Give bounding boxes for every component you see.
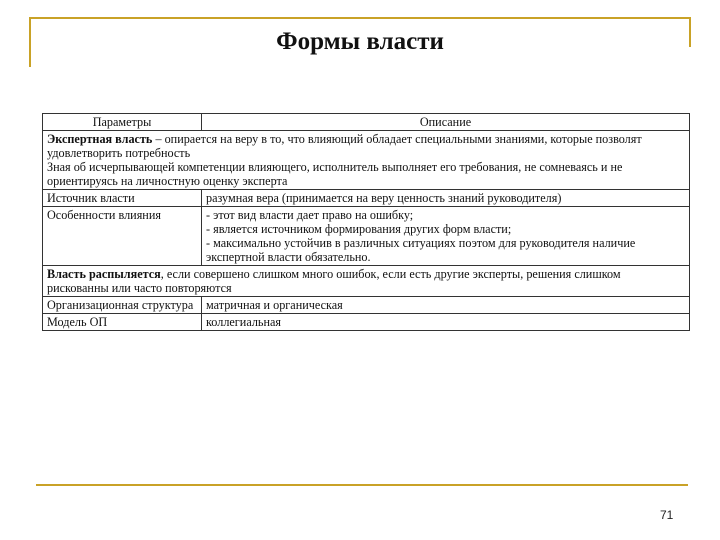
model-param: Модель ОП	[43, 314, 202, 331]
dissipates-term: Власть распыляется	[47, 267, 161, 281]
table-row	[43, 266, 690, 297]
expert-power-definition: – опирается на веру в то, что влияющий обладает специальными знаниями, которые позволят удовлетворить потребность	[47, 132, 642, 160]
table-row	[43, 131, 690, 190]
dissipates-text: , если совершено слишком много ошибок, если есть другие эксперты, решения слишком рискованны или часто повторяются	[47, 267, 621, 295]
expert-power-cell	[43, 131, 690, 190]
org-param: Организационная структура	[43, 297, 202, 314]
table-row	[43, 190, 690, 207]
header-description: Описание	[202, 114, 690, 131]
feature-item: - максимально устойчив в различных ситуациях поэтом для руководителя наличие экспертной власти обязательно.	[206, 236, 636, 264]
power-table	[42, 113, 690, 331]
feature-item: - этот вид власти дает право на ошибку;	[206, 208, 414, 222]
header-parameters: Параметры	[43, 114, 202, 131]
page-title: Формы власти	[276, 28, 444, 55]
table-header-row	[43, 114, 690, 131]
features-desc	[202, 207, 690, 266]
table-row	[43, 297, 690, 314]
model-desc: коллегиальная	[202, 314, 690, 331]
feature-item: - является источником формирования других форм власти;	[206, 222, 512, 236]
frame-top-line	[29, 17, 691, 19]
footer-line	[36, 484, 688, 486]
table-row	[43, 314, 690, 331]
power-table-container	[42, 113, 690, 375]
page-number: 71	[660, 508, 674, 522]
expert-power-term: Экспертная власть	[47, 132, 153, 146]
source-desc: разумная вера (принимается на веру ценность знаний руководителя)	[202, 190, 690, 207]
expert-power-explanation: Зная об исчерпывающей компетенции влияющего, исполнитель выполняет его требования, не сомневаясь и не ориентируясь на личностную оценку эксперта	[47, 160, 623, 188]
features-param: Особенности влияния	[43, 207, 202, 266]
org-desc: матричная и органическая	[202, 297, 690, 314]
table-row	[43, 207, 690, 266]
dissipates-cell	[43, 266, 690, 297]
source-param: Источник власти	[43, 190, 202, 207]
